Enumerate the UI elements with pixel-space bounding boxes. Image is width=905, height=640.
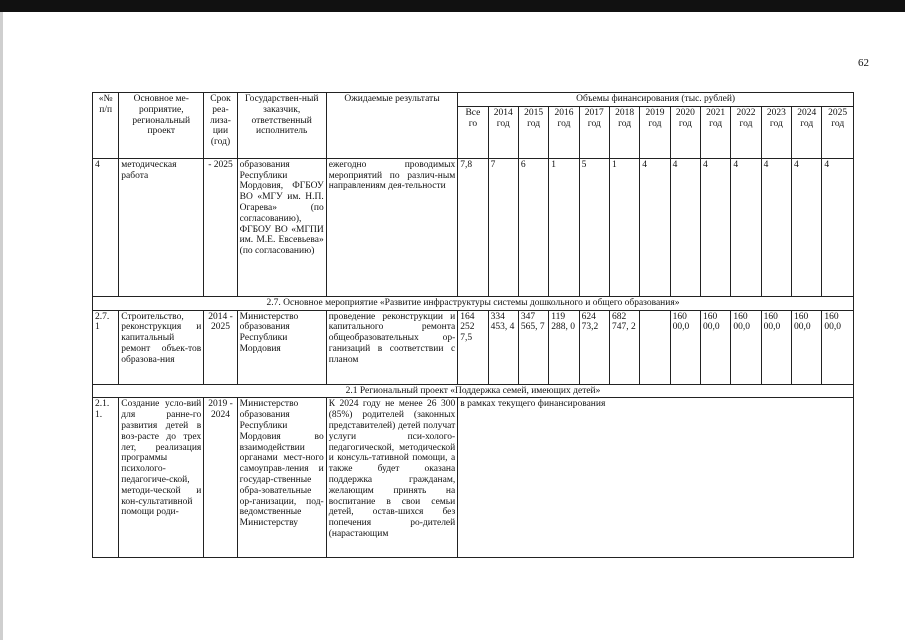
header-year-2024: 2024 год: [792, 106, 822, 158]
cell-num: 2.1. 1.: [93, 398, 119, 558]
cell-value: 624 73,2: [579, 310, 609, 384]
cell-value: [640, 310, 670, 384]
cell-value: 7,8: [458, 158, 488, 296]
cell-results: ежегодно проводимых мероприятий по различ-ным направлениям дея-тельности: [326, 158, 458, 296]
header-year-2023: 2023 год: [761, 106, 791, 158]
header-year-2017: 2017 год: [579, 106, 609, 158]
header-num: «№ п/п: [93, 93, 119, 159]
header-term: Срок реа-лиза-ции (год): [204, 93, 237, 159]
header-funding: Объемы финансирования (тыс. рублей): [458, 93, 854, 107]
header-year-2014: 2014 год: [488, 106, 518, 158]
cell-value: 7: [488, 158, 518, 296]
cell-value: 4: [670, 158, 700, 296]
section-title-2-7: 2.7. Основное мероприятие «Развитие инфраструктуры системы дошкольного и общего образования»: [93, 296, 854, 310]
cell-value: 334 453, 4: [488, 310, 518, 384]
cell-event: Создание усло-вий для ранне-го развития детей в воз-расте до трех лет, реализация программы психолого-педагогиче-ской, методи-ческой и кон-сультативной помощи роди-: [119, 398, 204, 558]
section-title-2-1: 2.1 Региональный проект «Поддержка семей, имеющих детей»: [93, 384, 854, 398]
header-year-2018: 2018 год: [609, 106, 639, 158]
cell-value: 4: [731, 158, 761, 296]
header-year-2020: 2020 год: [670, 106, 700, 158]
page-number: 62: [858, 57, 869, 69]
header-event: Основное ме-роприятие, региональный проект: [119, 93, 204, 159]
cell-value: 164 252 7,5: [458, 310, 488, 384]
cell-customer: образования Республики Мордовия, ФГБОУ ВО «МГУ им. Н.П. Огарева» (по согласованию), ФГБОУ ВО «МГПИ им. М.Е. Евсевьева» (по согласованию): [237, 158, 326, 296]
cell-customer: Министерство образования Республики Мордовия во взаимодействии органами мест-ного самоуправ-ления и государ-ственные обра-зовательные ор-ганизации, под-ведомственные Министерству: [237, 398, 326, 558]
cell-value: 4: [792, 158, 822, 296]
header-customer: Государствен-ный заказчик, ответственный исполнитель: [237, 93, 326, 159]
cell-value: 4: [640, 158, 670, 296]
header-row-1: [93, 93, 854, 107]
cell-value: 160 00,0: [792, 310, 822, 384]
cell-results: К 2024 году не менее 26 300 (85%) родителей (законных представителей) детей получат услуги пси-холого-педагогической, методической и консуль-тативной помощи, а также будет оказана поддержка гражданам, желающим принять на воспитание в свои семьи детей, остав-шихся без попечения ро-дителей (нарастающим: [326, 398, 458, 558]
cell-value: 1: [609, 158, 639, 296]
cell-term: 2014 - 2025: [204, 310, 237, 384]
header-year-2025: 2025 год: [822, 106, 854, 158]
cell-value: 119 288, 0: [549, 310, 579, 384]
cell-num: 4: [93, 158, 119, 296]
cell-term: 2019 - 2024: [204, 398, 237, 558]
section-row: [93, 296, 854, 310]
cell-value: 4: [700, 158, 730, 296]
header-year-2015: 2015 год: [518, 106, 548, 158]
header-year-2016: 2016 год: [549, 106, 579, 158]
header-results: Ожидаемые результаты: [326, 93, 458, 159]
header-year-total: Все го: [458, 106, 488, 158]
cell-num: 2.7. 1: [93, 310, 119, 384]
cell-value: 5: [579, 158, 609, 296]
cell-event: методическая работа: [119, 158, 204, 296]
header-year-2019: 2019 год: [640, 106, 670, 158]
cell-value: 160 00,0: [761, 310, 791, 384]
table-row: [93, 398, 854, 558]
cell-value: 682 747, 2: [609, 310, 639, 384]
cell-value: 347 565, 7: [518, 310, 548, 384]
cell-funding-note: в рамках текущего финансирования: [458, 398, 854, 558]
header-year-2022: 2022 год: [731, 106, 761, 158]
table-row: [93, 310, 854, 384]
section-row: [93, 384, 854, 398]
program-table: [92, 92, 854, 558]
page-left-edge: [0, 12, 3, 640]
cell-value: 160 00,0: [700, 310, 730, 384]
cell-results: проведение реконструкции и капитального ремонта общеобразовательных ор-ганизаций в соответствии с планом: [326, 310, 458, 384]
cell-event: Строительство, реконструкция и капитальный ремонт объек-тов образова-ния: [119, 310, 204, 384]
cell-customer: Министерство образования Республики Мордовия: [237, 310, 326, 384]
cell-value: 160 00,0: [822, 310, 854, 384]
table-row: [93, 158, 854, 296]
cell-value: 160 00,0: [670, 310, 700, 384]
cell-value: 160 00,0: [731, 310, 761, 384]
cell-value: 4: [761, 158, 791, 296]
cell-term: - 2025: [204, 158, 237, 296]
cell-value: 4: [822, 158, 854, 296]
cell-value: 6: [518, 158, 548, 296]
cell-value: 1: [549, 158, 579, 296]
header-year-2021: 2021 год: [700, 106, 730, 158]
page-top-border: [0, 0, 905, 12]
